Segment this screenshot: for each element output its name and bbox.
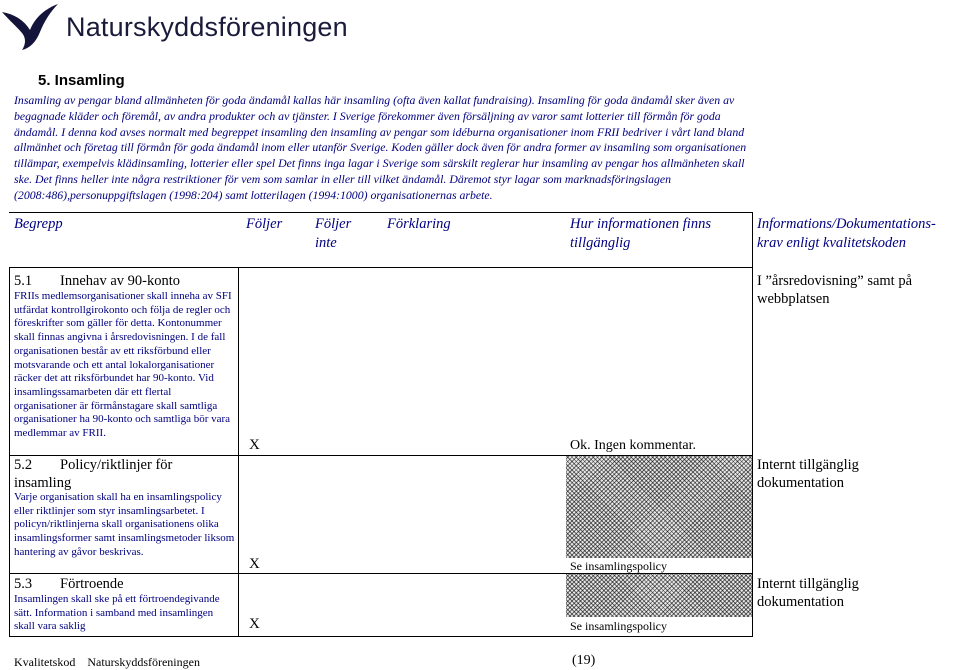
header-hur-line2: tillgänglig [570, 235, 631, 251]
section-intro: Insamling av pengar bland allmänheten för goda ändamål kallas här insamling (ofta även kallat fundraising). Insamling för goda ändamål sker även av begagnade kläder och föremål, av andra produkter och av tjänster. I Sverige förekommer även försäljning av varor samt lotterier till förmån för goda ändamål. I denna kod avses normalt med begreppet insamling den insamling av pengar som idéburna organisationer inom FRII bedriver i vårt land bland allmänhet och företag till förmån för goda ändamål inom eller utanför Sverige. Koden gäller dock även för andra former av insamling som organisationen tillämpar, exempelvis klädinsamling, lotterier eller spel Det finns inga lagar i Sverige som särskilt reglerar hur insamling av pengar hos allmänheten skall ske. Det finns heller inte några restriktioner för vem som samlar in eller till vilket ändamål. Däremot styr lagar som marknadsföringslagen (2008:486),personuppgiftslagen (1998:204) samt lotterilagen (1994:1000) organisationernas arbete. [14, 93, 747, 202]
table-header-right-rule [752, 212, 753, 268]
organization-logo-name: Naturskyddsföreningen [66, 12, 348, 42]
header-foljer: Följer [246, 216, 283, 232]
row-5-1-heading: Innehav av 90-konto [60, 273, 180, 289]
table-column-rule [238, 267, 239, 637]
table-top-rule [9, 212, 753, 213]
row-5-2-foljer-mark: X [249, 556, 260, 572]
row-5-1-body: FRIIs medlemsorganisationer skall inneha av SFI utfärdat kontrollgirokonto och följa de regler och föreskrifter som gäller för detta. Kontonummer skall finnas angivna i årsredovisningen. I de fall organisationen består av ett riksförbund eller motsvarande och ett antal lokalorganisationer räcker det att riksförbundet har 90-konto. Vid insamlingssamarbeten där ett flertal organisationer är förmånstagare skall samtliga organisationer ha 90-konto och samtliga bör vara medlemmar av FRII. [14, 290, 232, 440]
row-5-3-body: Insamlingen skall ske på ett förtroendegivande sätt. Information i samband med insamlingen skall vara saklig [14, 593, 220, 633]
header-krav-line2: krav enligt kvalitetskoden [757, 235, 906, 251]
footer-text: Kvalitetskod Naturskyddsföreningen [14, 655, 200, 669]
row-5-1-foljer-mark: X [249, 437, 260, 453]
row-5-2-hur: Se insamlingspolicy [570, 559, 667, 573]
row-5-3-title [14, 575, 124, 593]
row-5-3-heading: Förtroende [60, 576, 124, 592]
hatched-cell-5-3 [566, 574, 752, 617]
row-5-1-title [14, 272, 180, 290]
row-5-3-krav: Internt tillgänglig dokumentation [757, 576, 859, 610]
header-begrepp: Begrepp [14, 216, 63, 232]
row-5-2-number: 5.2 [14, 457, 33, 473]
row-5-3-number: 5.3 [14, 576, 33, 592]
bird-logo-icon [0, 0, 60, 52]
table-header-rule [9, 267, 753, 268]
table-bottom-rule [9, 636, 753, 637]
section-title: 5. Insamling [38, 72, 125, 89]
page-number: (19) [572, 653, 596, 668]
table-left-rule [9, 267, 10, 637]
row-5-3-foljer-mark: X [249, 616, 260, 632]
row-5-3-hur: Se insamlingspolicy [570, 619, 667, 633]
header-foljer-inte-line2: inte [315, 235, 337, 251]
header-forklaring: Förklaring [387, 216, 451, 232]
header-hur-line1: Hur informationen finns [570, 216, 711, 232]
hatched-cell-5-2 [566, 456, 752, 558]
row-5-1-number: 5.1 [14, 273, 33, 289]
row-5-1-forklaring: Ok. Ingen kommentar. [570, 438, 696, 453]
row-5-1-krav: I ”årsredovisning” samt på webbplatsen [757, 273, 913, 307]
header-foljer-inte-line1: Följer [315, 216, 352, 232]
header-krav-line1: Informations/Dokumentations- [757, 216, 936, 232]
row-5-2-heading-line2: insamling [14, 475, 72, 491]
row-5-2-body: Varje organisation skall ha en insamlingspolicy eller riktlinjer som styr insamlingsarbetet. I policyn/riktlinjerna skall organisationens olika insamlingsformer samt insamlingsmetoder liksom hantering av gåvor beskrivas. [14, 491, 235, 558]
row-5-2-heading-line1: Policy/riktlinjer för [60, 457, 173, 473]
table-right-rule [752, 267, 753, 637]
row-5-2-title [14, 456, 172, 474]
row-5-2-krav: Internt tillgänglig dokumentation [757, 457, 859, 491]
